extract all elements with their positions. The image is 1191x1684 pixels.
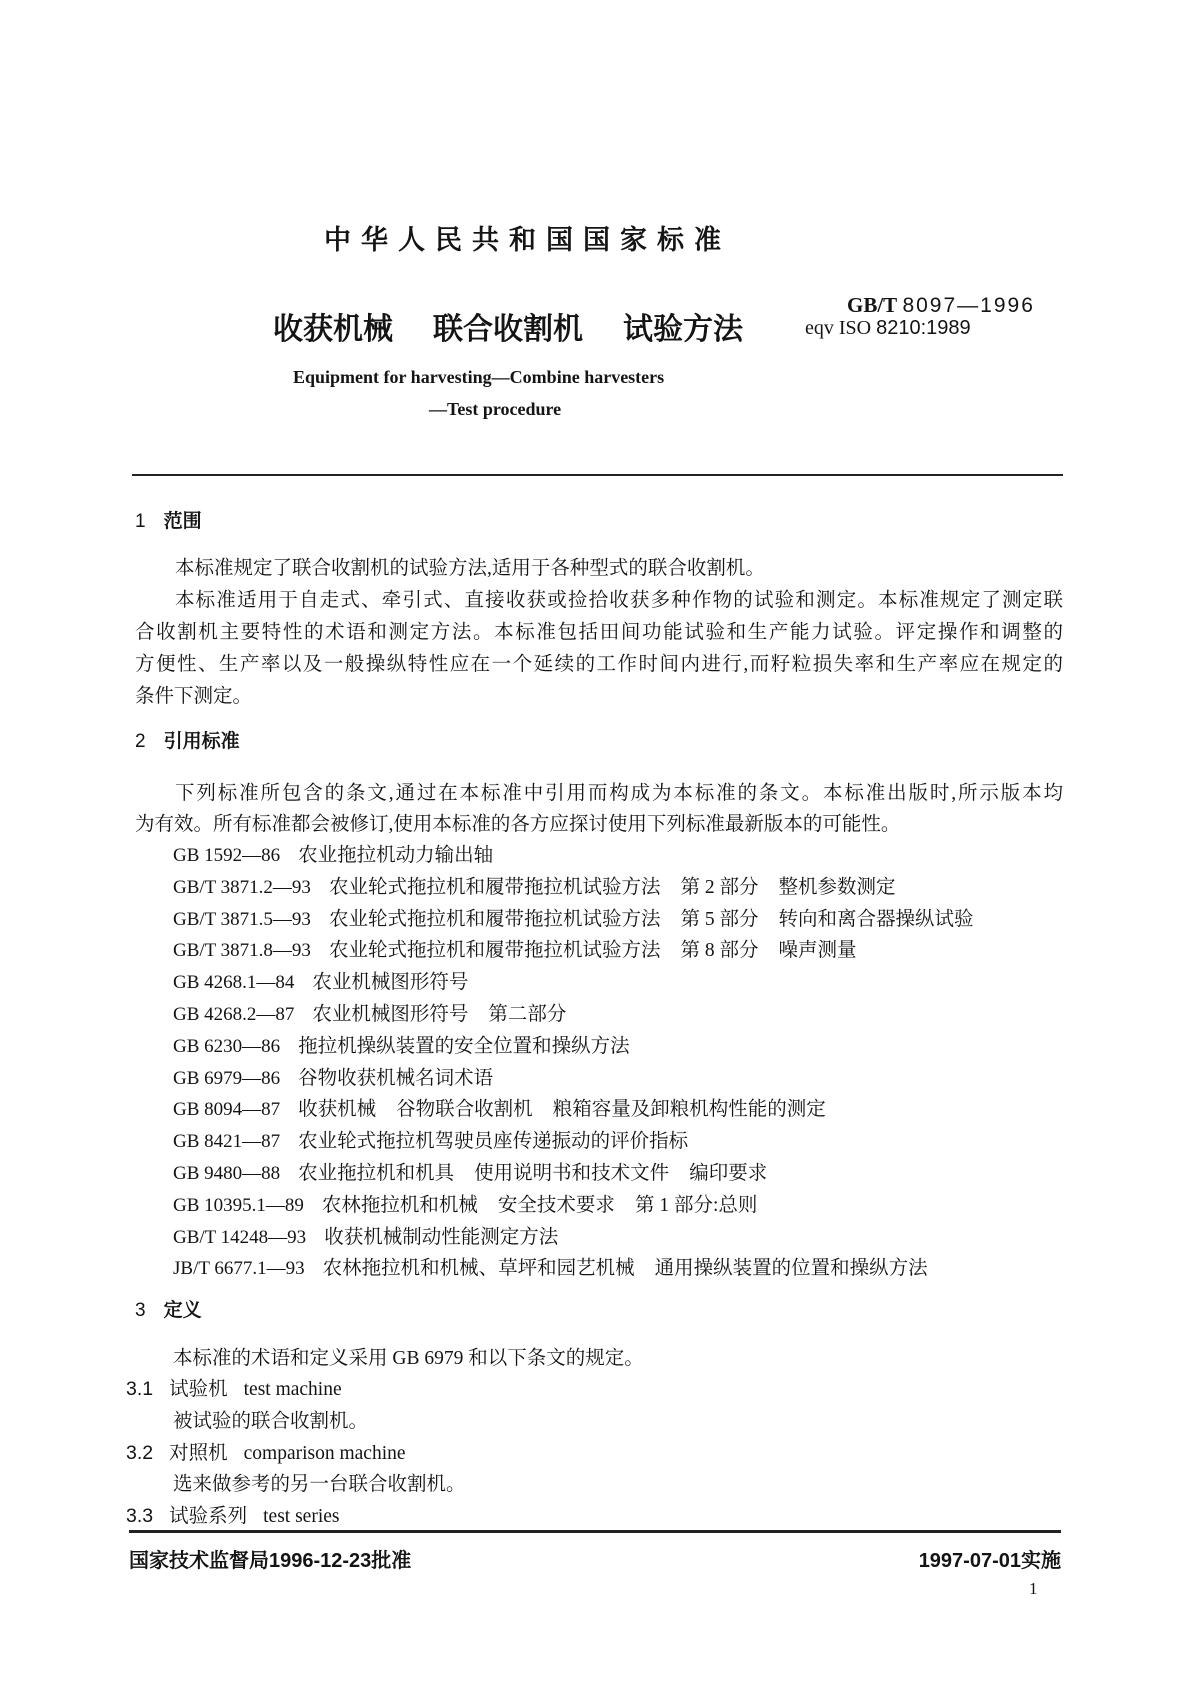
reference-title: 农业轮式拖拉机和履带拖拉机试验方法	[328, 876, 661, 898]
reference-item	[173, 903, 993, 931]
reference-item	[173, 1157, 787, 1185]
reference-title: 农业轮式拖拉机驾驶员座传递振动的评价指标	[298, 1131, 689, 1153]
reference-code: GB/T 14248—93	[173, 1226, 307, 1248]
reference-code: GB 8094—87	[173, 1099, 281, 1121]
reference-title: 农林拖拉机和机械、草坪和园艺机械	[322, 1258, 635, 1280]
reference-item	[173, 1030, 650, 1058]
reference-code: GB/T 3871.2—93	[173, 876, 311, 898]
item-number: 3.1	[126, 1378, 154, 1400]
section-2-heading	[135, 726, 240, 753]
section-number: 3	[135, 1300, 146, 1321]
reference-title: 谷物联合收割机	[396, 1099, 533, 1121]
body-text-line: 方便性、生产率以及一般操纵特性应在一个延续的工作时间内进行,而籽粒损失率和生产率应在规定的	[135, 654, 1063, 675]
reference-code: JB/T 6677.1—93	[173, 1258, 305, 1280]
reference-title: 农业轮式拖拉机和履带拖拉机试验方法	[328, 940, 661, 962]
section-1-heading	[135, 506, 202, 533]
reference-item	[173, 871, 915, 899]
header-divider	[132, 474, 1063, 476]
equivalent-standard	[805, 317, 971, 340]
reference-item	[173, 1221, 578, 1249]
body-text-line: 合收割机主要特性的术语和测定方法。本标准包括田间功能试验和生产能力试验。评定操作和调整的	[135, 622, 1063, 643]
reference-code: GB 8421—87	[173, 1131, 281, 1153]
reference-title: 噪声测量	[778, 940, 857, 962]
reference-title: 农业机械图形符号	[312, 1004, 469, 1025]
reference-title: 拖拉机操纵装置的安全位置和操纵方法	[298, 1035, 630, 1057]
section-3-heading	[135, 1295, 202, 1322]
reference-item	[173, 1062, 513, 1090]
reference-item	[173, 1252, 948, 1280]
definition-3-2	[126, 1437, 406, 1465]
section-number: 2	[135, 731, 146, 752]
reference-title: 农业轮式拖拉机和履带拖拉机试验方法	[328, 908, 661, 930]
body-text-line: 条件下测定。	[135, 686, 253, 707]
reference-item	[173, 966, 488, 994]
reference-title: 编印要求	[689, 1163, 768, 1184]
section-title: 范围	[163, 510, 202, 532]
reference-item	[173, 839, 513, 867]
approval-date: 国家技术监督局1996-12-23批准	[129, 1550, 412, 1572]
section-title: 引用标准	[163, 730, 240, 752]
reference-code: GB 9480—88	[173, 1163, 281, 1184]
body-text-line: 本标准适用于自走式、牵引式、直接收获或捡拾收获多种作物的试验和测定。本标准规定了测定联	[175, 590, 1063, 611]
eqv-number: 8210:1989	[876, 317, 971, 339]
english-title-line1: Equipment for harvesting—Combine harvesters	[293, 367, 665, 387]
item-number: 3.2	[126, 1442, 154, 1464]
english-title-line2: —Test procedure	[429, 399, 562, 419]
term-english: test machine	[243, 1379, 342, 1400]
reference-title: 第 2 部分	[680, 876, 759, 898]
std-prefix: GB/T	[847, 293, 898, 317]
reference-title: 粮箱容量及卸粮机构性能的测定	[552, 1099, 826, 1121]
definition-3-1	[126, 1373, 342, 1401]
term: 试验系列	[169, 1506, 248, 1527]
reference-code: GB 4268.1—84	[173, 972, 295, 994]
term-english: comparison machine	[243, 1443, 406, 1464]
reference-item	[173, 1125, 708, 1153]
reference-title: 第 5 部分	[680, 908, 759, 930]
term: 试验机	[169, 1379, 228, 1400]
title-part: 试验方法	[623, 312, 743, 347]
reference-code: GB 10395.1—89	[173, 1194, 304, 1216]
page-number: 1	[1029, 1579, 1038, 1598]
term: 对照机	[169, 1443, 228, 1464]
reference-title: 农业拖拉机和机具	[298, 1163, 455, 1184]
title-part: 联合收割机	[433, 312, 583, 347]
definition-text: 被试验的联合收割机。	[173, 1411, 369, 1432]
reference-code: GB/T 3871.5—93	[173, 908, 311, 930]
definition-text: 选来做参考的另一台联合收割机。	[173, 1474, 466, 1495]
reference-item	[173, 998, 586, 1026]
reference-code: GB 1592—86	[173, 845, 281, 866]
reference-title: 农业拖拉机动力输出轴	[298, 845, 494, 866]
reference-title: 收获机械	[298, 1099, 377, 1121]
reference-code: GB 4268.2—87	[173, 1004, 295, 1025]
body-text-line: 本标准规定了联合收割机的试验方法,适用于各种型式的联合收割机。	[175, 558, 765, 579]
definitions-intro: 本标准的术语和定义采用 GB 6979 和以下条文的规定。	[173, 1348, 644, 1369]
reference-title: 第 1 部分:总则	[634, 1194, 758, 1216]
national-standard-heading: 中华人民共和国国家标准	[324, 225, 731, 256]
reference-title: 安全技术要求	[497, 1194, 615, 1216]
reference-title: 谷物收获机械名词术语	[298, 1067, 494, 1089]
standard-number	[847, 293, 1035, 318]
section-number: 1	[135, 511, 146, 532]
reference-title: 通用操纵装置的位置和操纵方法	[654, 1258, 928, 1280]
reference-title: 第二部分	[488, 1004, 567, 1025]
reference-title: 收获机械制动性能测定方法	[324, 1226, 559, 1248]
reference-item	[173, 1093, 846, 1121]
footer-divider	[129, 1530, 1061, 1533]
reference-title: 转向和离合器操纵试验	[778, 908, 974, 930]
reference-title: 第 8 部分	[680, 940, 759, 962]
implementation-date: 1997-07-01实施	[918, 1550, 1061, 1572]
title-part: 收获机械	[273, 312, 393, 347]
term-english: test series	[263, 1506, 340, 1527]
std-number: 8097—1996	[902, 294, 1035, 317]
reference-title: 整机参数测定	[778, 876, 896, 898]
reference-item	[173, 1189, 777, 1217]
reference-title: 农林拖拉机和机械	[321, 1194, 478, 1216]
reference-title: 使用说明书和技术文件	[474, 1163, 670, 1184]
reference-code: GB/T 3871.8—93	[173, 940, 311, 962]
reference-code: GB 6979—86	[173, 1067, 281, 1089]
reference-code: GB 6230—86	[173, 1035, 281, 1057]
reference-item	[173, 934, 876, 962]
section-title: 定义	[163, 1299, 202, 1321]
reference-title: 农业机械图形符号	[312, 972, 469, 994]
body-text-line: 为有效。所有标准都会被修订,使用本标准的各方应探讨使用下列标准最新版本的可能性。	[135, 814, 901, 835]
definition-3-3	[126, 1500, 339, 1528]
body-text-line: 下列标准所包含的条文,通过在本标准中引用而构成为本标准的条文。本标准出版时,所示版本均	[175, 783, 1063, 804]
eqv-prefix: eqv ISO	[805, 317, 872, 339]
document-title	[273, 304, 743, 348]
item-number: 3.3	[126, 1505, 154, 1527]
